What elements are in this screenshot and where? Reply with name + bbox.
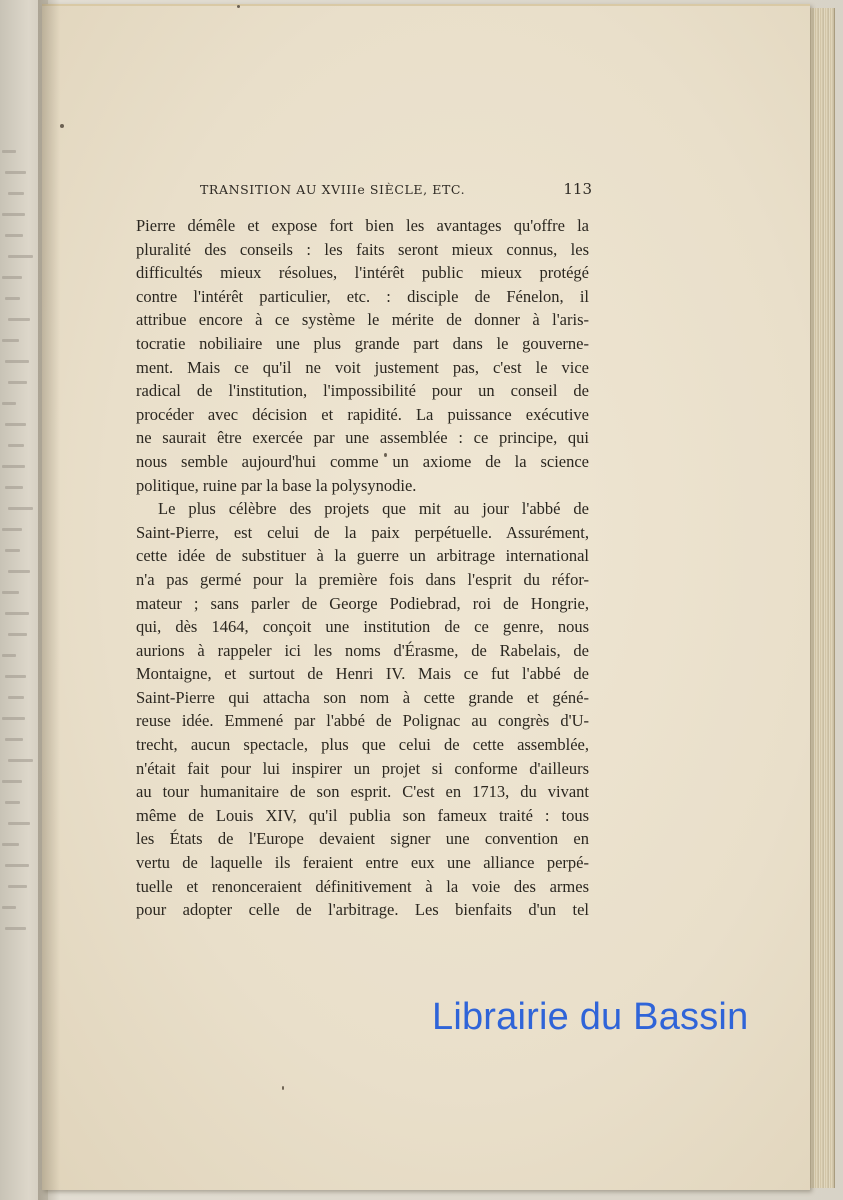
bleed-through-mark — [8, 444, 24, 447]
bleed-through-mark — [2, 906, 16, 909]
bleed-through-mark — [8, 885, 27, 888]
text-line: Montaigne, et surtout de Henri IV. Mais ce fut l'abbé de — [136, 664, 589, 684]
text-line: n'a pas germé pour la première fois dans l'esprit du réfor- — [136, 569, 589, 589]
bleed-through-mark — [2, 528, 22, 531]
bleed-through-mark — [8, 381, 27, 384]
bleed-through-mark — [5, 675, 26, 678]
bleed-through-mark — [5, 423, 26, 426]
paper-speck — [60, 124, 64, 128]
bleed-through-mark — [2, 654, 16, 657]
text-line: tocratie nobiliaire une plus grande part dans le gouverne- — [136, 333, 589, 353]
bleed-through-mark — [5, 738, 23, 741]
text-line: qui, dès 1464, conçoit une institution de ce genre, nous — [136, 617, 589, 637]
text-line: pour adopter celle de l'arbitrage. Les bienfaits d'un tel — [136, 900, 589, 920]
bleed-through-mark — [2, 402, 16, 405]
bleed-through-mark — [2, 717, 25, 720]
text-line: difficultés mieux résolues, l'intérêt public mieux protégé — [136, 263, 589, 283]
bleed-through-mark — [2, 213, 25, 216]
text-line: ne saurait être exercée par une assemblée : ce principe, qui — [136, 428, 589, 448]
text-line: Le plus célèbre des projets que mit au jour l'abbé de — [158, 499, 589, 519]
bleed-through-mark — [2, 780, 22, 783]
running-head-title: TRANSITION AU XVIIIe SIÈCLE, ETC. — [200, 182, 466, 197]
bleed-through-mark — [2, 150, 16, 153]
bleed-through-mark — [5, 486, 23, 489]
bleed-through-mark — [5, 612, 29, 615]
text-line: ment. Mais ce qu'il ne voit justement pas, c'est le vice — [136, 357, 589, 377]
text-line: Saint-Pierre, est celui de la paix perpétuelle. Assurément, — [136, 522, 589, 542]
bleed-through-mark — [8, 633, 27, 636]
text-line: reuse idée. Emmené par l'abbé de Polignac au congrès d'U- — [136, 711, 589, 731]
bleed-through-mark — [8, 318, 30, 321]
text-line: contre l'intérêt particulier, etc. : disciple de Fénelon, il — [136, 286, 589, 306]
bleed-through-mark — [2, 339, 19, 342]
text-line: procéder avec décision et rapidité. La puissance exécutive — [136, 404, 589, 424]
bleed-through-mark — [2, 591, 19, 594]
text-line: les États de l'Europe devaient signer une convention en — [136, 829, 589, 849]
bleed-through-mark — [8, 822, 30, 825]
text-line: trecht, aucun spectacle, plus que celui de cette assemblée, — [136, 735, 589, 755]
bleed-through-mark — [5, 297, 20, 300]
text-line: au tour humanitaire de son esprit. C'est en 1713, du vivant — [136, 782, 589, 802]
text-line: mateur ; sans parler de George Podiebrad, roi de Hongrie, — [136, 593, 589, 613]
bleed-through-mark — [2, 465, 25, 468]
bleed-through-mark — [8, 759, 33, 762]
bleed-through-mark — [8, 696, 24, 699]
body-text — [136, 214, 589, 922]
text-line: n'était fait pour lui inspirer un projet si conforme d'ailleurs — [136, 758, 589, 778]
bleed-through-mark — [8, 255, 33, 258]
bleed-through-mark — [5, 549, 20, 552]
page-number: 113 — [563, 180, 592, 198]
bleed-through-mark — [5, 360, 29, 363]
bleed-through-mark — [5, 171, 26, 174]
text-line: attribue encore à ce système le mérite de donner à l'aris- — [136, 310, 589, 330]
bleed-through-mark — [5, 801, 20, 804]
bleed-through-mark — [8, 507, 33, 510]
bleed-through-mark — [5, 927, 26, 930]
text-line: nous semble aujourd'hui comme un axiome de la science — [136, 451, 589, 471]
text-line: tuelle et renonceraient définitivement à la voie des armes — [136, 876, 589, 896]
text-line: cette idée de substituer à la guerre un arbitrage international — [136, 546, 589, 566]
text-line: vertu de laquelle ils feraient entre eux une alliance perpé- — [136, 853, 589, 873]
text-line: politique, ruine par la base la polysynodie. — [136, 475, 417, 495]
bleed-through-mark — [8, 570, 30, 573]
bleed-through-mark — [8, 192, 24, 195]
text-line: radical de l'institution, l'impossibilité pour un conseil de — [136, 381, 589, 401]
gutter-shadow — [38, 0, 60, 1200]
paper-speck — [282, 1086, 284, 1090]
text-line: pluralité des conseils : les faits seront mieux connus, les — [136, 239, 589, 259]
seller-watermark: Librairie du Bassin — [432, 996, 749, 1038]
text-line: même de Louis XIV, qu'il publia son fameux traité : tous — [136, 805, 589, 825]
bleed-through-mark — [2, 276, 22, 279]
bleed-through-mark — [2, 843, 19, 846]
paper-speck — [237, 5, 240, 8]
text-line: aurions à rappeler ici les noms d'Érasme, de Rabelais, de — [136, 640, 589, 660]
text-line: Pierre démêle et expose fort bien les avantages qu'offre la — [136, 216, 589, 235]
bleed-through-mark — [5, 864, 29, 867]
text-line: Saint-Pierre qui attacha son nom à cette grande et géné- — [136, 687, 589, 707]
bleed-through-mark — [5, 234, 23, 237]
